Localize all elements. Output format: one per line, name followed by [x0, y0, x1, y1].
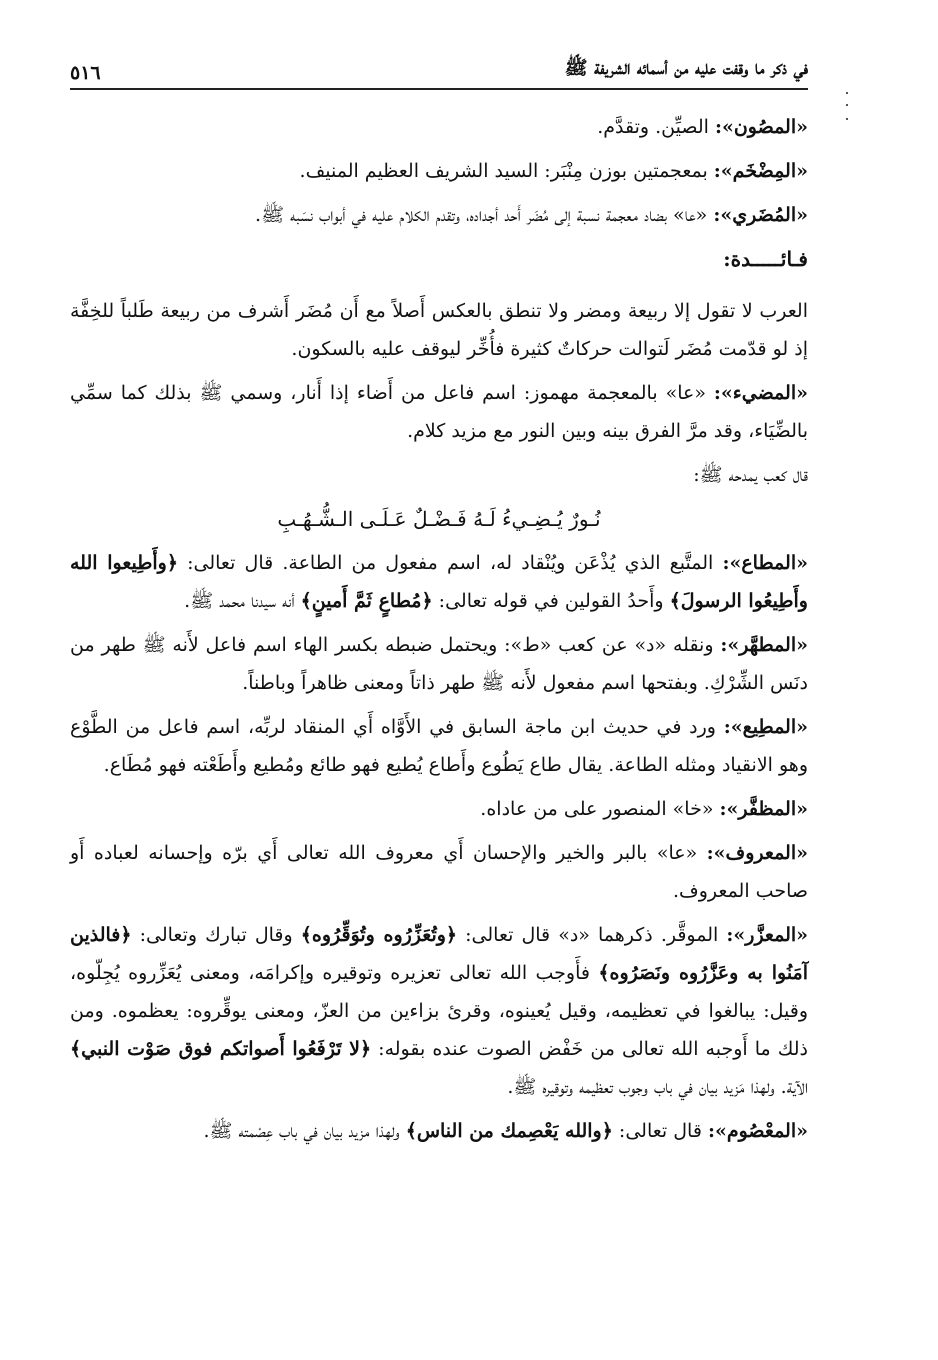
entry-text: «عا» بضاد معجمة نسبة إلى مُضَر أَحد أجداده، وتقدم الكلام عليه في أبواب نسَبه ﷺ.: [255, 204, 714, 226]
faida-heading: فـائـــــدة:: [723, 247, 808, 271]
margin-mark: [846, 104, 848, 106]
entry-text: أنه سيدنا محمد ﷺ.: [184, 590, 301, 612]
running-title: في ذكر ما وقفت عليه من أسمائه الشريفة ﷺ: [564, 57, 808, 79]
entry-text: ورد في حديث ابن ماجة السابق في الأَوَّاه أَي المنقاد لربِّه، اسم فاعل من الطَّوْع وهو الانقياد ومثله الطاعة. يقال طاع يَطُوع وأَطاع يُطيع فهو طائع ومُطيع وأَطَعْته فهو مُطَاع.: [70, 716, 808, 776]
entry-term: «المظفَّر»:: [719, 798, 808, 820]
page-header: [70, 52, 808, 90]
entry-term: «المطِيع»:: [723, 716, 808, 738]
entry-term: «المعروف»:: [706, 842, 808, 864]
entry-text: الصيِّن. وتقدَّم.: [597, 116, 715, 138]
entry-text: ونقله «د» عن كعب «ط»: ويحتمل ضبطه بكسر الهاء اسم فاعل لأَنه ﷺ طهر من دنَس الشِّرْكِ. وبفتحها اسم مفعول لأَنه ﷺ طهر ذاتاً ومعنى ظاهراً وباطناً.: [70, 634, 808, 694]
entry-term: «المِضْخَم»:: [713, 160, 808, 182]
entry-text: «عا» بالمعجمة مهموز: اسم فاعل من أَضاء إذا أَنار، وسمي ﷺ بذلك كما سمِّي بالضِّيَاء، وقد مرَّ الفرق بينه وبين النور مع مزيد كلام.: [70, 382, 808, 442]
entry-muzaffar: [70, 790, 808, 828]
page-body: [70, 108, 808, 1156]
entry-term: «المضيء»:: [713, 382, 808, 404]
quran-verse: ﴿لا تَرْفَعُوا أَصواتكم فوق صَوْت النبي﴾: [70, 1038, 372, 1060]
margin-mark: [846, 92, 848, 94]
entry-text: «عا» بالبر والخير والإحسان أَي معروف الله تعالى أَي برّه وإحسانه لعباده أَو صاحب المعروف.: [70, 842, 808, 902]
entry-masoon: [70, 108, 808, 146]
entry-term: «المطهَّر»:: [720, 634, 808, 656]
entry-text: الآية. ولهذا مَزيد بيان في باب وجوب تعظيمه وتوقيره ﷺ.: [507, 1076, 808, 1098]
entry-mudi: [70, 374, 808, 450]
faida-text: العرب لا تقول إلا ربيعة ومضر ولا تنطق بالعكس أَصلاً مع أَن مُضَر أَشرف من ربيعة طَلباً للخِفَّة إذ لو قدّمت مُضَر لَتوالت حركاتٌ كثيرة فأُخِّر ليوقف عليه بالسكون.: [70, 300, 808, 360]
entry-text: فأَوجب الله تعالى تعزيره وتوقيره وإكرامَه، ومعنى يُعَزِّروه يُجِلّوه، وقيل: يبالغوا في تعظيمه، وقيل يُعينوه، وقرئ بزاءين من العزّ، ومعنى يوقِّروه: يعظموه. ومن ذلك ما أَوجبه الله تعالى من خَفْض الصوت عنده بقوله:: [70, 962, 808, 1060]
margin-mark: [846, 118, 848, 120]
entry-maroof: [70, 834, 808, 910]
entry-term: «المصُون»:: [714, 116, 808, 138]
entry-text: الموقَّر. ذكرهما «د» قال تعالى:: [457, 924, 727, 946]
entry-mudari: [70, 196, 808, 234]
quran-verse: ﴿مُطاعٍ ثَمَّ أَمينٍ﴾: [300, 590, 433, 612]
entry-term: «المطاع»:: [722, 552, 808, 574]
quran-verse: ﴿والله يَعْصِمك من الناس﴾: [405, 1120, 613, 1142]
poem-line: نُـورٌ يُـضِـيءُ لَـهُ فَـضْـلٌ عَـلَـى الـشُّـهُـبِ: [277, 507, 601, 531]
quran-verse: ﴿وتُعَزِّرُوه وتُوَقِّرُوه﴾: [300, 924, 458, 946]
entry-text: المتَّبع الذي يُذْعَن ويُنْقاد له، اسم مفعول من الطاعة. قال تعالى:: [177, 552, 723, 574]
entry-mutahhar: [70, 626, 808, 702]
entry-text: ولهذا مزيد بيان في باب عِصْمته ﷺ.: [203, 1120, 406, 1142]
quran-verse: ﴿فالذين آمَنُوا به وعَزَّرُوه ونَصَرُوه﴾: [70, 924, 809, 984]
entry-text: قال تعالى:: [612, 1120, 708, 1142]
entry-masoom: [70, 1112, 808, 1150]
kaab-intro: قال كعب يمدحه ﷺ:: [693, 464, 808, 486]
entry-text: وقال تبارك وتعالى:: [131, 924, 301, 946]
entry-muazzar: [70, 916, 808, 1106]
quran-verse: ﴿وأَطِيعوا الله وأَطِيعُوا الرسولَ﴾: [70, 552, 808, 612]
entry-text: وأَحدُ القولين في قوله تعالى:: [432, 590, 670, 612]
entry-text: بمعجمتين بوزن مِنْبَر: السيد الشريف العظيم المنيف.: [299, 160, 714, 182]
entry-term: «المعْصُوم»:: [707, 1120, 808, 1142]
entry-midkham: [70, 152, 808, 190]
entry-term: «المُضَري»:: [713, 204, 808, 226]
entry-mutaa: [70, 544, 808, 620]
entry-mutee: [70, 708, 808, 784]
entry-text: «خا» المنصور على من عاداه.: [480, 798, 720, 820]
entry-term: «المعزَّر»:: [726, 924, 809, 946]
page-number: ٥١٦: [70, 62, 101, 84]
